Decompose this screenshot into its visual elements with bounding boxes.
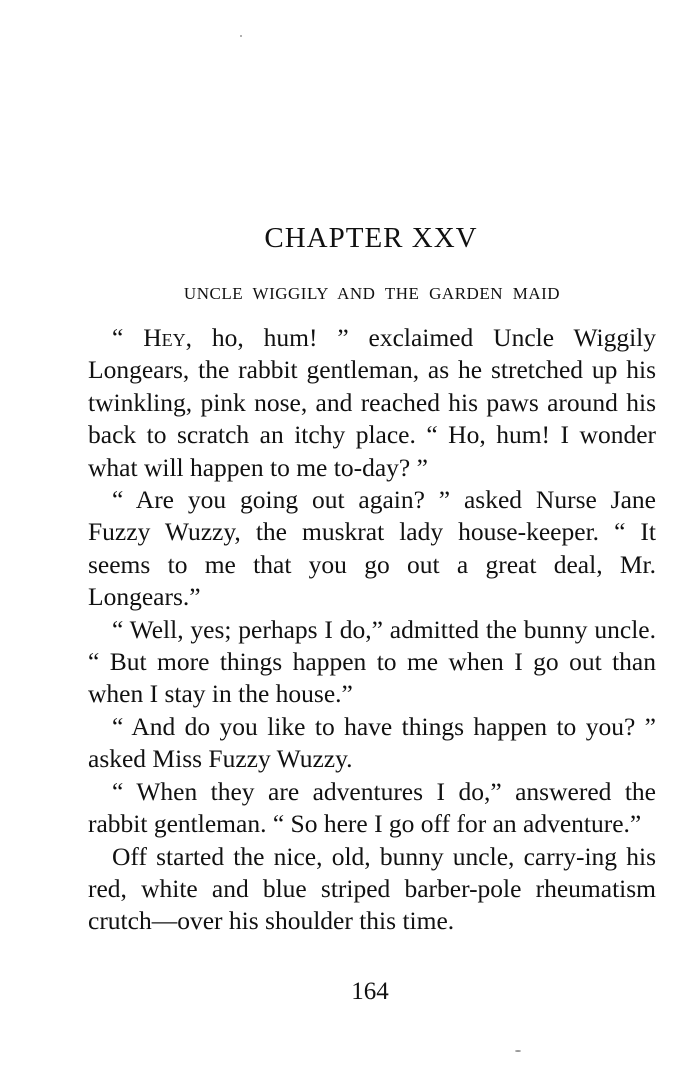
paper-speck [240,35,242,37]
chapter-subtitle: UNCLE WIGGILY AND THE GARDEN MAID [183,284,561,303]
paragraph-open-quote: “ [112,323,144,352]
paragraph-lead-smallcaps: Hey [143,323,186,352]
paragraph: “ Are you going out again? ” asked Nurse Jane Fuzzy Wuzzy, the muskrat lady house-keeper. “ It seems to me that you go out a great deal, Mr. Longears.” [88,485,656,612]
chapter-title: CHAPTER XXV [264,222,478,254]
paragraph-text: , ho, hum! ” exclaimed Uncle Wiggily Longears, the rabbit gentleman, as he stretched up his twinkling, pink nose, and reached his paws around his back to scratch an itchy place. “ Ho, hum! I wonder what will happen to me to-day? ” [88,323,656,482]
chapter-body [88,322,656,938]
paper-speck [515,1050,521,1052]
paragraph [88,322,656,484]
paragraph: “ Well, yes; perhaps I do,” admitted the bunny uncle. “ But more things happen to me when I go out than when I stay in the house.” [88,614,656,709]
paragraph: “ And do you like to have things happen to you? ” asked Miss Fuzzy Wuzzy. [88,711,656,774]
page-number: 164 [351,978,389,1005]
paragraph: “ When they are adventures I do,” answered the rabbit gentleman. “ So here I go off for an adventure.” [88,776,656,839]
paragraph: Off started the nice, old, bunny uncle, carry-ing his red, white and blue striped barber-pole rheumatism crutch—over his shoulder this time. [88,841,656,936]
